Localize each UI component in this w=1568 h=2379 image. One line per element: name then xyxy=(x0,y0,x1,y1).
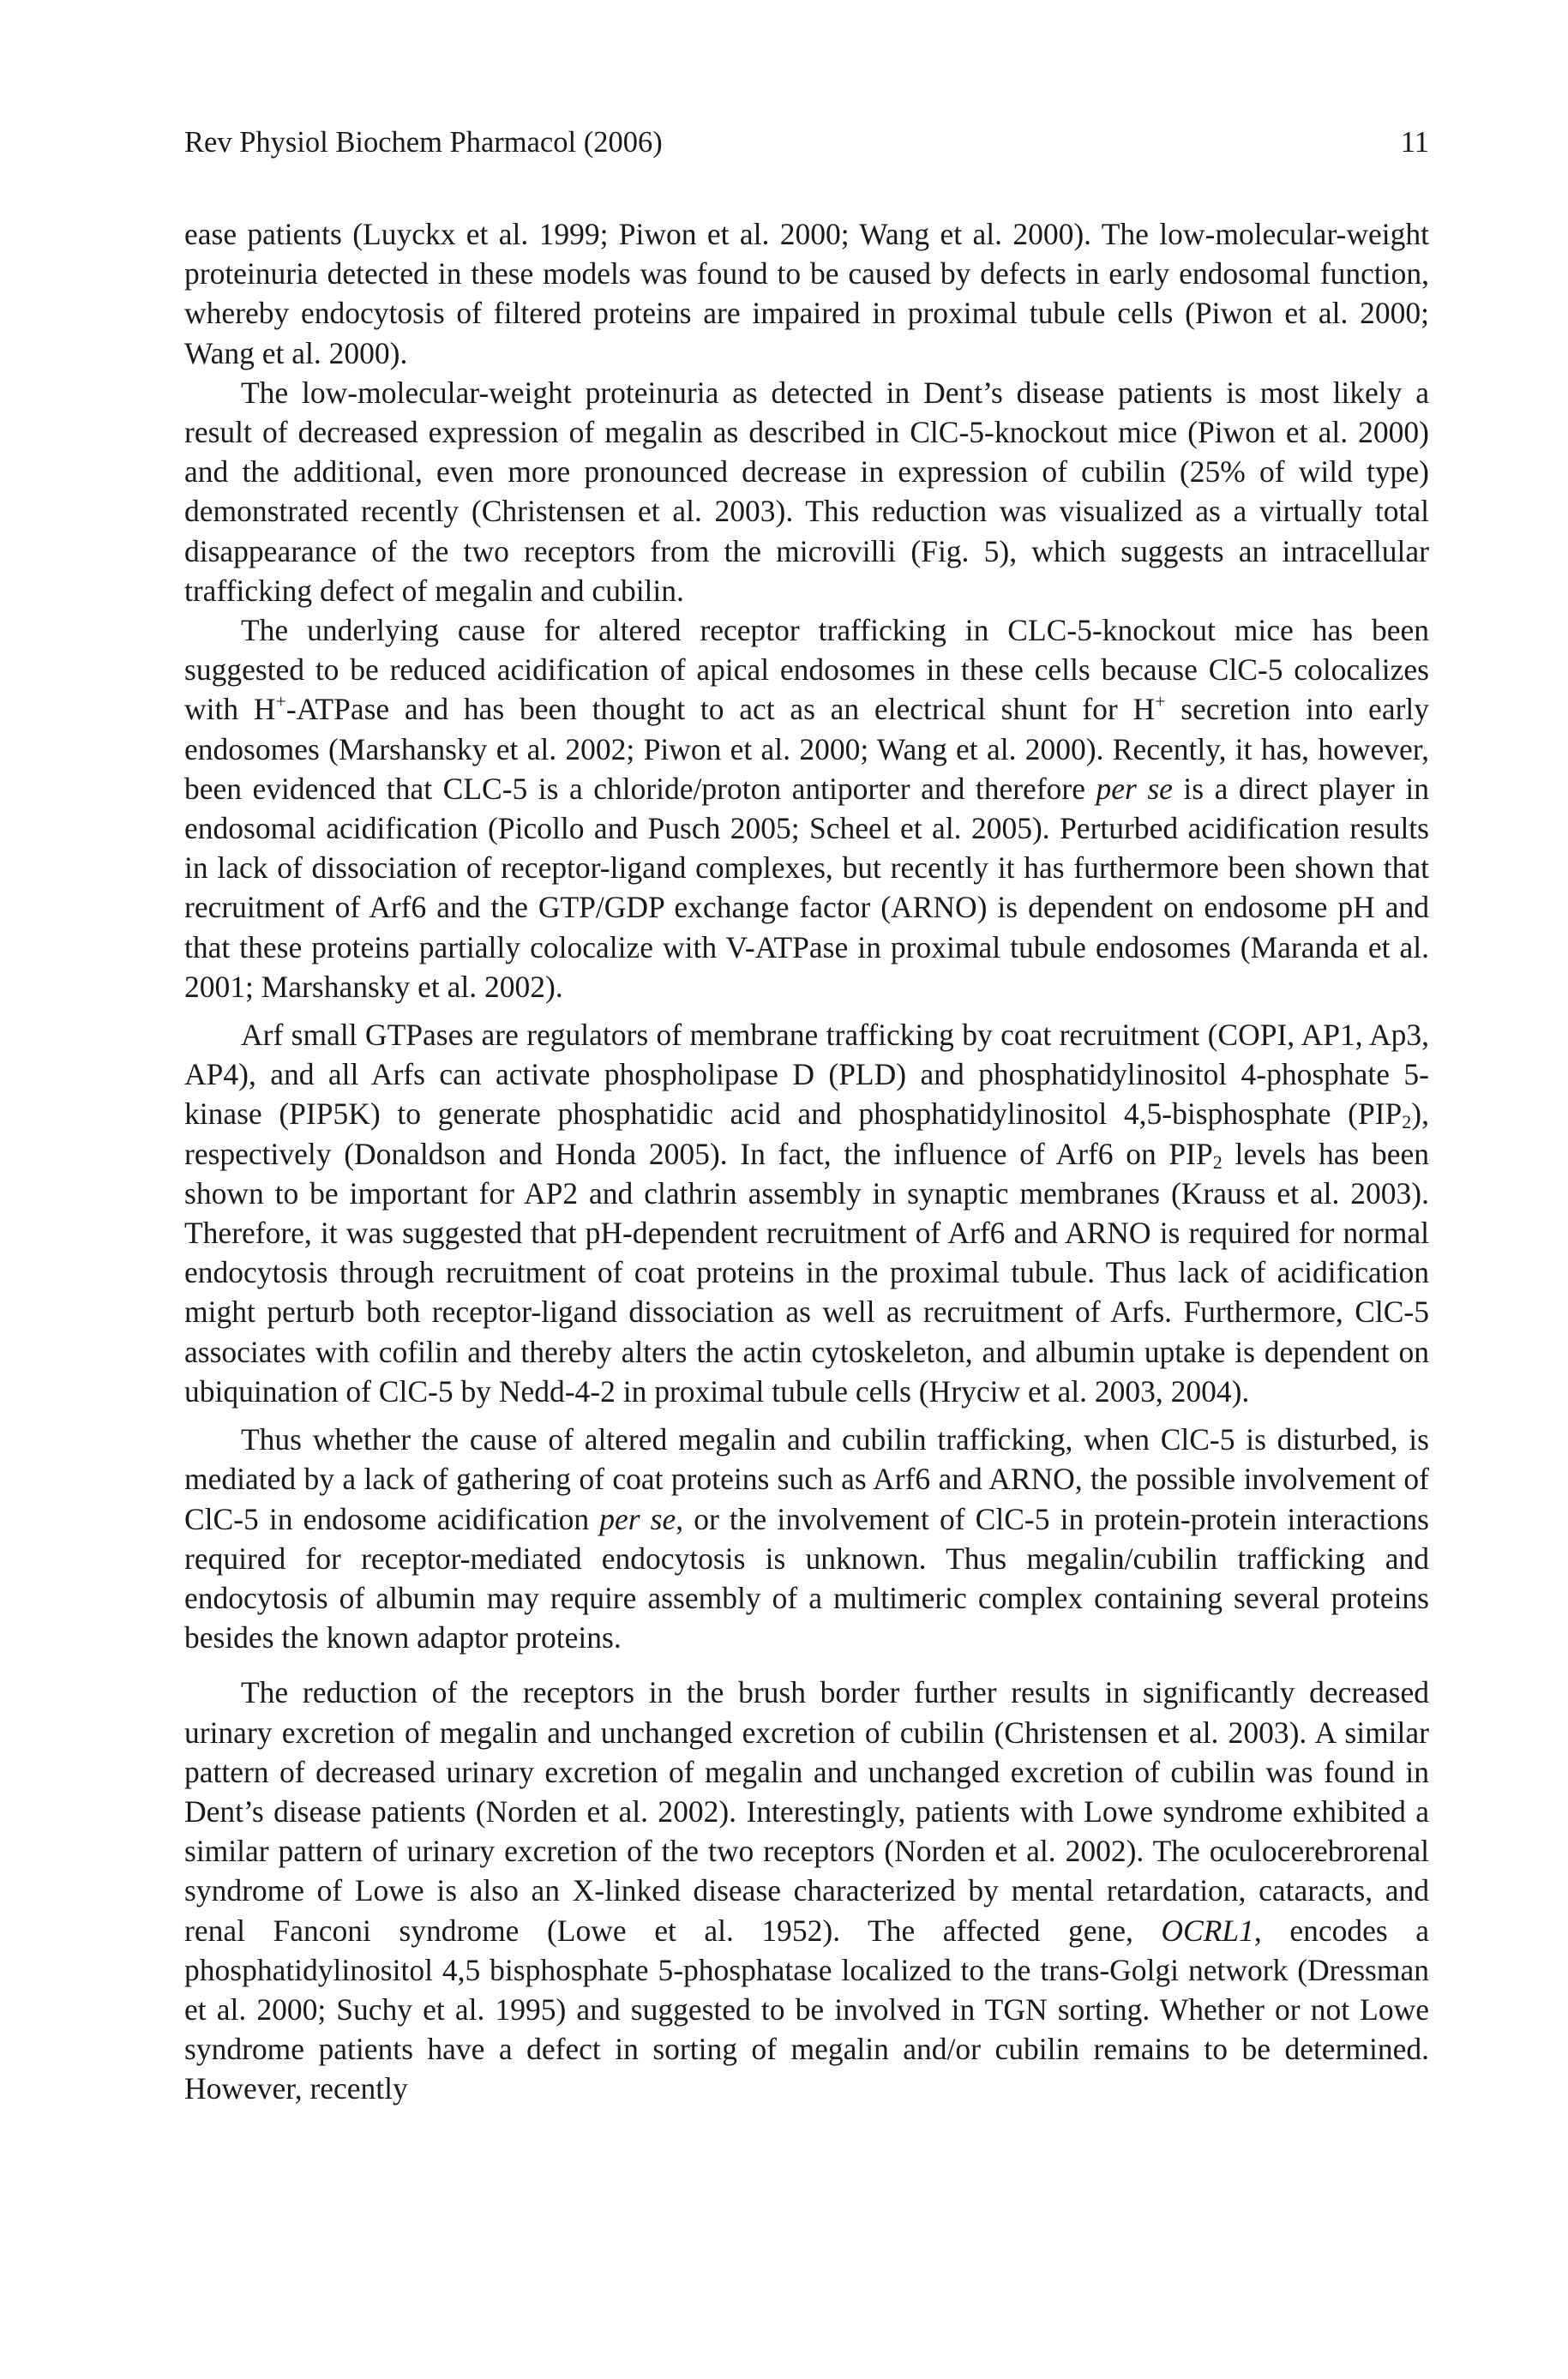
text-run: Arf small GTPases are regulators of membrane trafficking by coat recruitment (COPI, AP1, Ap3, AP4), and all Arfs can activate phospholipase D (PLD) and phosphatidylinositol 4-phosphate 5-kinase (PIP5K) to generate phosphatidic acid and phosphatidylinositol 4,5-bisphosphate (PIP xyxy=(184,1018,1429,1132)
paragraph xyxy=(184,610,1429,1006)
text-run: levels has been shown to be important for AP2 and clathrin assembly in synaptic membranes (Krauss et al. 2003). Therefore, it was suggested that pH-dependent recruitment of Arf6 and ARNO is required for normal endocytosis through recruitment of coat proteins in the proximal tubule. Thus lack of acidification might perturb both receptor-ligand dissociation as well as recruitment of Arfs. Furthermore, ClC-5 associates with cofilin and thereby alters the actin cytoskeleton, and albumin uptake is dependent on ubiquination of ClC-5 by Nedd-4-2 in proximal tubule cells (Hryciw et al. 2003, 2004). xyxy=(184,1136,1430,1409)
italic-text: per se xyxy=(1096,771,1173,806)
text-run: ), respectively (Donaldson and Honda 2005). In fact, the influence of Arf6 on PIP xyxy=(184,1096,1429,1171)
paragraph xyxy=(184,214,1429,373)
superscript: + xyxy=(275,690,286,712)
text-run: The reduction of the receptors in the brush border further results in significantly decreased urinary excretion of megalin and unchanged excretion of cubilin (Christensen et al. 2003). A similar pattern of decreased urinary excretion of megalin and unchanged excretion of cubilin was found in Dent’s disease patients (Norden et al. 2002). Interestingly, patients with Lowe syndrome exhibited a similar pattern of urinary excretion of the two receptors (Norden et al. 2002). The oculocerebrorenal syndrome of Lowe is also an X-linked disease characterized by mental retardation, cataracts, and renal Fanconi syndrome (Lowe et al. 1952). The affected gene, xyxy=(184,1675,1429,1948)
page-number: 11 xyxy=(1400,126,1429,159)
text-run: , or the involvement of ClC-5 in protein-protein interactions required for receptor-mediated endocytosis is unknown. Thus megalin/cubilin trafficking and endocytosis of albumin may require assembly of a multimeric complex containing several proteins besides the known adaptor proteins. xyxy=(184,1501,1429,1655)
text-run: -ATPase and has been thought to act as an electrical shunt for H xyxy=(285,692,1156,727)
text-run: The underlying cause for altered receptor trafficking in CLC-5-knockout mice has been suggested to be reduced acidification of apical endosomes in these cells because ClC-5 colocalizes with H xyxy=(184,613,1429,727)
text-run: secretion into early endosomes (Marshansky et al. 2002; Piwon et al. 2000; Wang et al. 2000). Recently, it has, however, been evidenced that CLC-5 is a chloride/proton antiporter and therefore xyxy=(184,692,1430,806)
text-run: Thus whether the cause of altered megalin and cubilin trafficking, when ClC-5 is disturbed, is mediated by a lack of gathering of coat proteins such as Arf6 and ARNO, the possible involvement of ClC-5 in endosome acidification xyxy=(184,1422,1429,1536)
paragraph xyxy=(184,1015,1429,1411)
paragraph xyxy=(184,373,1429,610)
text-run: The low-molecular-weight proteinuria as detected in Dent’s disease patients is most likely a result of decreased expression of megalin as described in ClC-5-knockout mice (Piwon et al. 2000) and the additional, even more pronounced decrease in expression of cubilin (25% of wild type) demonstrated recently (Christensen et al. 2003). This reduction was visualized as a virtually total disappearance of the two receptors from the microvilli (Fig. 5), which suggests an intracellular trafficking defect of megalin and cubilin. xyxy=(184,375,1429,608)
body-text xyxy=(184,214,1429,2109)
subscript: 2 xyxy=(1212,1150,1223,1173)
superscript: + xyxy=(1155,690,1166,712)
subscript: 2 xyxy=(1402,1111,1412,1133)
journal-citation: Rev Physiol Biochem Pharmacol (2006) xyxy=(184,126,663,159)
italic-text: OCRL1 xyxy=(1161,1913,1254,1948)
text-run: ease patients (Luyckx et al. 1999; Piwon et al. 2000; Wang et al. 2000). The low-molecular-weight proteinuria detected in these models was found to be caused by defects in early endosomal function, whereby endocytosis of filtered proteins are impaired in proximal tubule cells (Piwon et al. 2000; Wang et al. 2000). xyxy=(184,217,1429,370)
text-run: , encodes a phosphatidylinositol 4,5 bisphosphate 5-phosphatase localized to the trans-Golgi network (Dressman et al. 2000; Suchy et al. 1995) and suggested to be involved in TGN sorting. Whether or not Lowe syndrome patients have a defect in sorting of megalin and/or cubilin remains to be determined. However, recently xyxy=(184,1913,1429,2106)
italic-text: per se xyxy=(599,1501,676,1536)
text-run: is a direct player in endosomal acidification (Picollo and Pusch 2005; Scheel et al. 2005). Perturbed acidification results in lack of dissociation of receptor-ligand complexes, but recently it has furthermore been shown that recruitment of Arf6 and the GTP/GDP exchange factor (ARNO) is dependent on endosome pH and that these proteins partially colocalize with V-ATPase in proximal tubule endosomes (Maranda et al. 2001; Marshansky et al. 2002). xyxy=(184,771,1429,1004)
paragraph xyxy=(184,1673,1429,2108)
paragraph xyxy=(184,1420,1429,1657)
